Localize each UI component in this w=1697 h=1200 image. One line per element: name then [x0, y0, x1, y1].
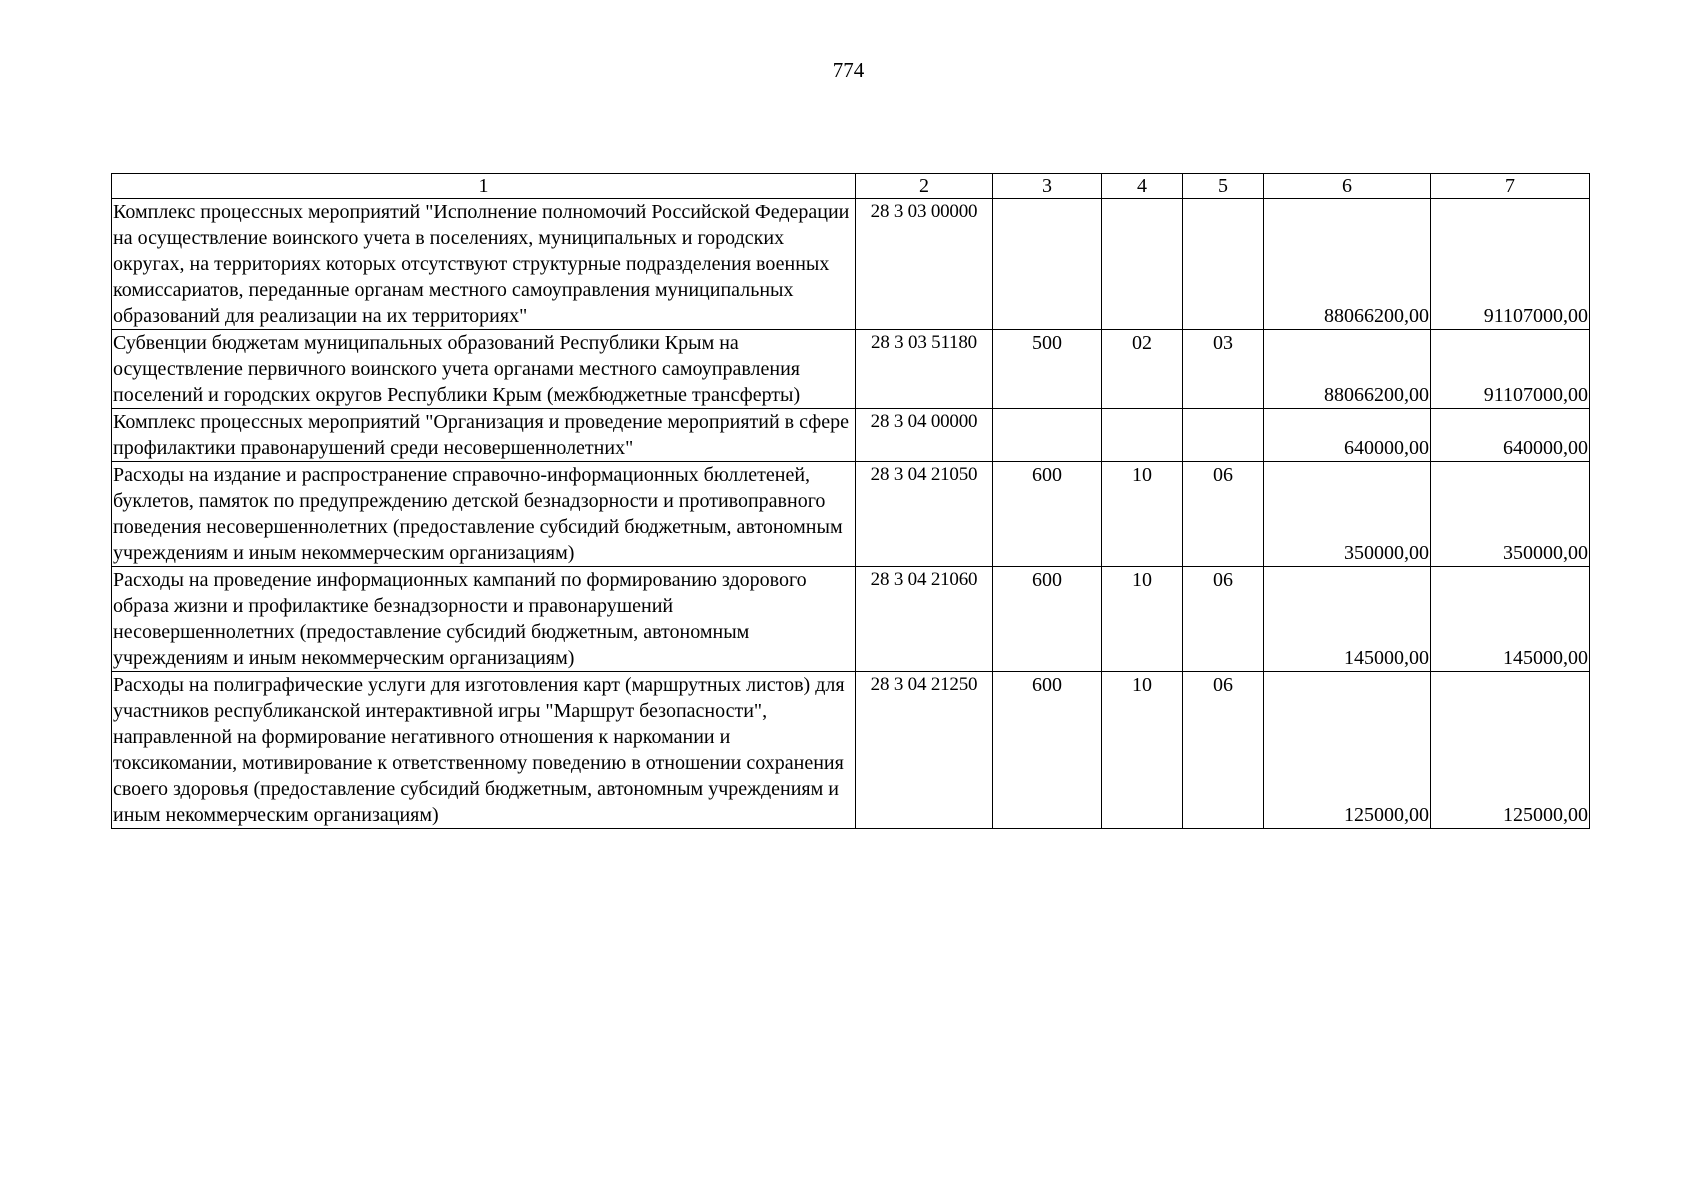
row-col5 [1183, 199, 1264, 330]
table-row [112, 672, 1590, 829]
row-code: 28 3 03 51180 [856, 330, 993, 409]
column-header-4: 4 [1102, 174, 1183, 199]
row-amount-7: 640000,00 [1431, 409, 1590, 462]
row-col4 [1102, 409, 1183, 462]
row-amount-7: 350000,00 [1431, 462, 1590, 567]
row-col3: 600 [993, 672, 1102, 829]
row-col4: 10 [1102, 567, 1183, 672]
table-row [112, 199, 1590, 330]
row-code: 28 3 04 21250 [856, 672, 993, 829]
row-name: Комплекс процессных мероприятий "Исполнение полномочий Российской Федерации на осуществление воинского учета в поселениях, муниципальных и городских округах, на территориях которых отсутствуют структурные подразделения военных комиссариатов, переданные органам местного самоуправления муниципальных образований для реализации на их территориях" [112, 199, 856, 330]
row-amount-6: 640000,00 [1264, 409, 1431, 462]
row-col5: 03 [1183, 330, 1264, 409]
row-name: Расходы на издание и распространение справочно-информационных бюллетеней, буклетов, памяток по предупреждению детской безнадзорности и противоправного поведения несовершеннолетних (предоставление субсидий бюджетным, автономным учреждениям и иным некоммерческим организациям) [112, 462, 856, 567]
row-col5 [1183, 409, 1264, 462]
row-amount-6: 350000,00 [1264, 462, 1431, 567]
column-header-3: 3 [993, 174, 1102, 199]
row-col3 [993, 199, 1102, 330]
row-amount-7: 91107000,00 [1431, 330, 1590, 409]
table-row [112, 462, 1590, 567]
row-col3 [993, 409, 1102, 462]
row-code: 28 3 04 21060 [856, 567, 993, 672]
row-col4: 10 [1102, 462, 1183, 567]
row-amount-7: 145000,00 [1431, 567, 1590, 672]
row-amount-6: 145000,00 [1264, 567, 1431, 672]
row-col3: 600 [993, 462, 1102, 567]
row-amount-6: 88066200,00 [1264, 199, 1431, 330]
row-name: Расходы на полиграфические услуги для изготовления карт (маршрутных листов) для участников республиканской интерактивной игры "Маршрут безопасности", направленной на формирование негативного отношения к наркомании и токсикомании, мотивирование к ответственному поведению в отношении сохранения своего здоровья (предоставление субсидий бюджетным, автономным учреждениям и иным некоммерческим организациям) [112, 672, 856, 829]
row-name: Расходы на проведение информационных кампаний по формированию здорового образа жизни и профилактике безнадзорности и правонарушений несовершеннолетних (предоставление субсидий бюджетным, автономным учреждениям и иным некоммерческим организациям) [112, 567, 856, 672]
column-header-6: 6 [1264, 174, 1431, 199]
row-col4: 02 [1102, 330, 1183, 409]
row-amount-7: 125000,00 [1431, 672, 1590, 829]
row-amount-7: 91107000,00 [1431, 199, 1590, 330]
row-code: 28 3 03 00000 [856, 199, 993, 330]
table-row [112, 409, 1590, 462]
row-code: 28 3 04 21050 [856, 462, 993, 567]
page-number: 774 [832, 58, 865, 82]
row-amount-6: 88066200,00 [1264, 330, 1431, 409]
column-header-7: 7 [1431, 174, 1590, 199]
row-name: Субвенции бюджетам муниципальных образований Республики Крым на осуществление первичного воинского учета органами местного самоуправления поселений и городских округов Республики Крым (межбюджетные трансферты) [112, 330, 856, 409]
row-code: 28 3 04 00000 [856, 409, 993, 462]
row-col4 [1102, 199, 1183, 330]
column-header-1: 1 [112, 174, 856, 199]
row-amount-6: 125000,00 [1264, 672, 1431, 829]
row-col3: 500 [993, 330, 1102, 409]
table-row [112, 567, 1590, 672]
row-name: Комплекс процессных мероприятий "Организация и проведение мероприятий в сфере профилактики правонарушений среди несовершеннолетних" [112, 409, 856, 462]
row-col3: 600 [993, 567, 1102, 672]
row-col4: 10 [1102, 672, 1183, 829]
row-col5: 06 [1183, 567, 1264, 672]
column-header-2: 2 [856, 174, 993, 199]
row-col5: 06 [1183, 462, 1264, 567]
budget-table [111, 173, 1590, 829]
table-row [112, 330, 1590, 409]
column-header-5: 5 [1183, 174, 1264, 199]
header-row [112, 174, 1590, 199]
row-col5: 06 [1183, 672, 1264, 829]
